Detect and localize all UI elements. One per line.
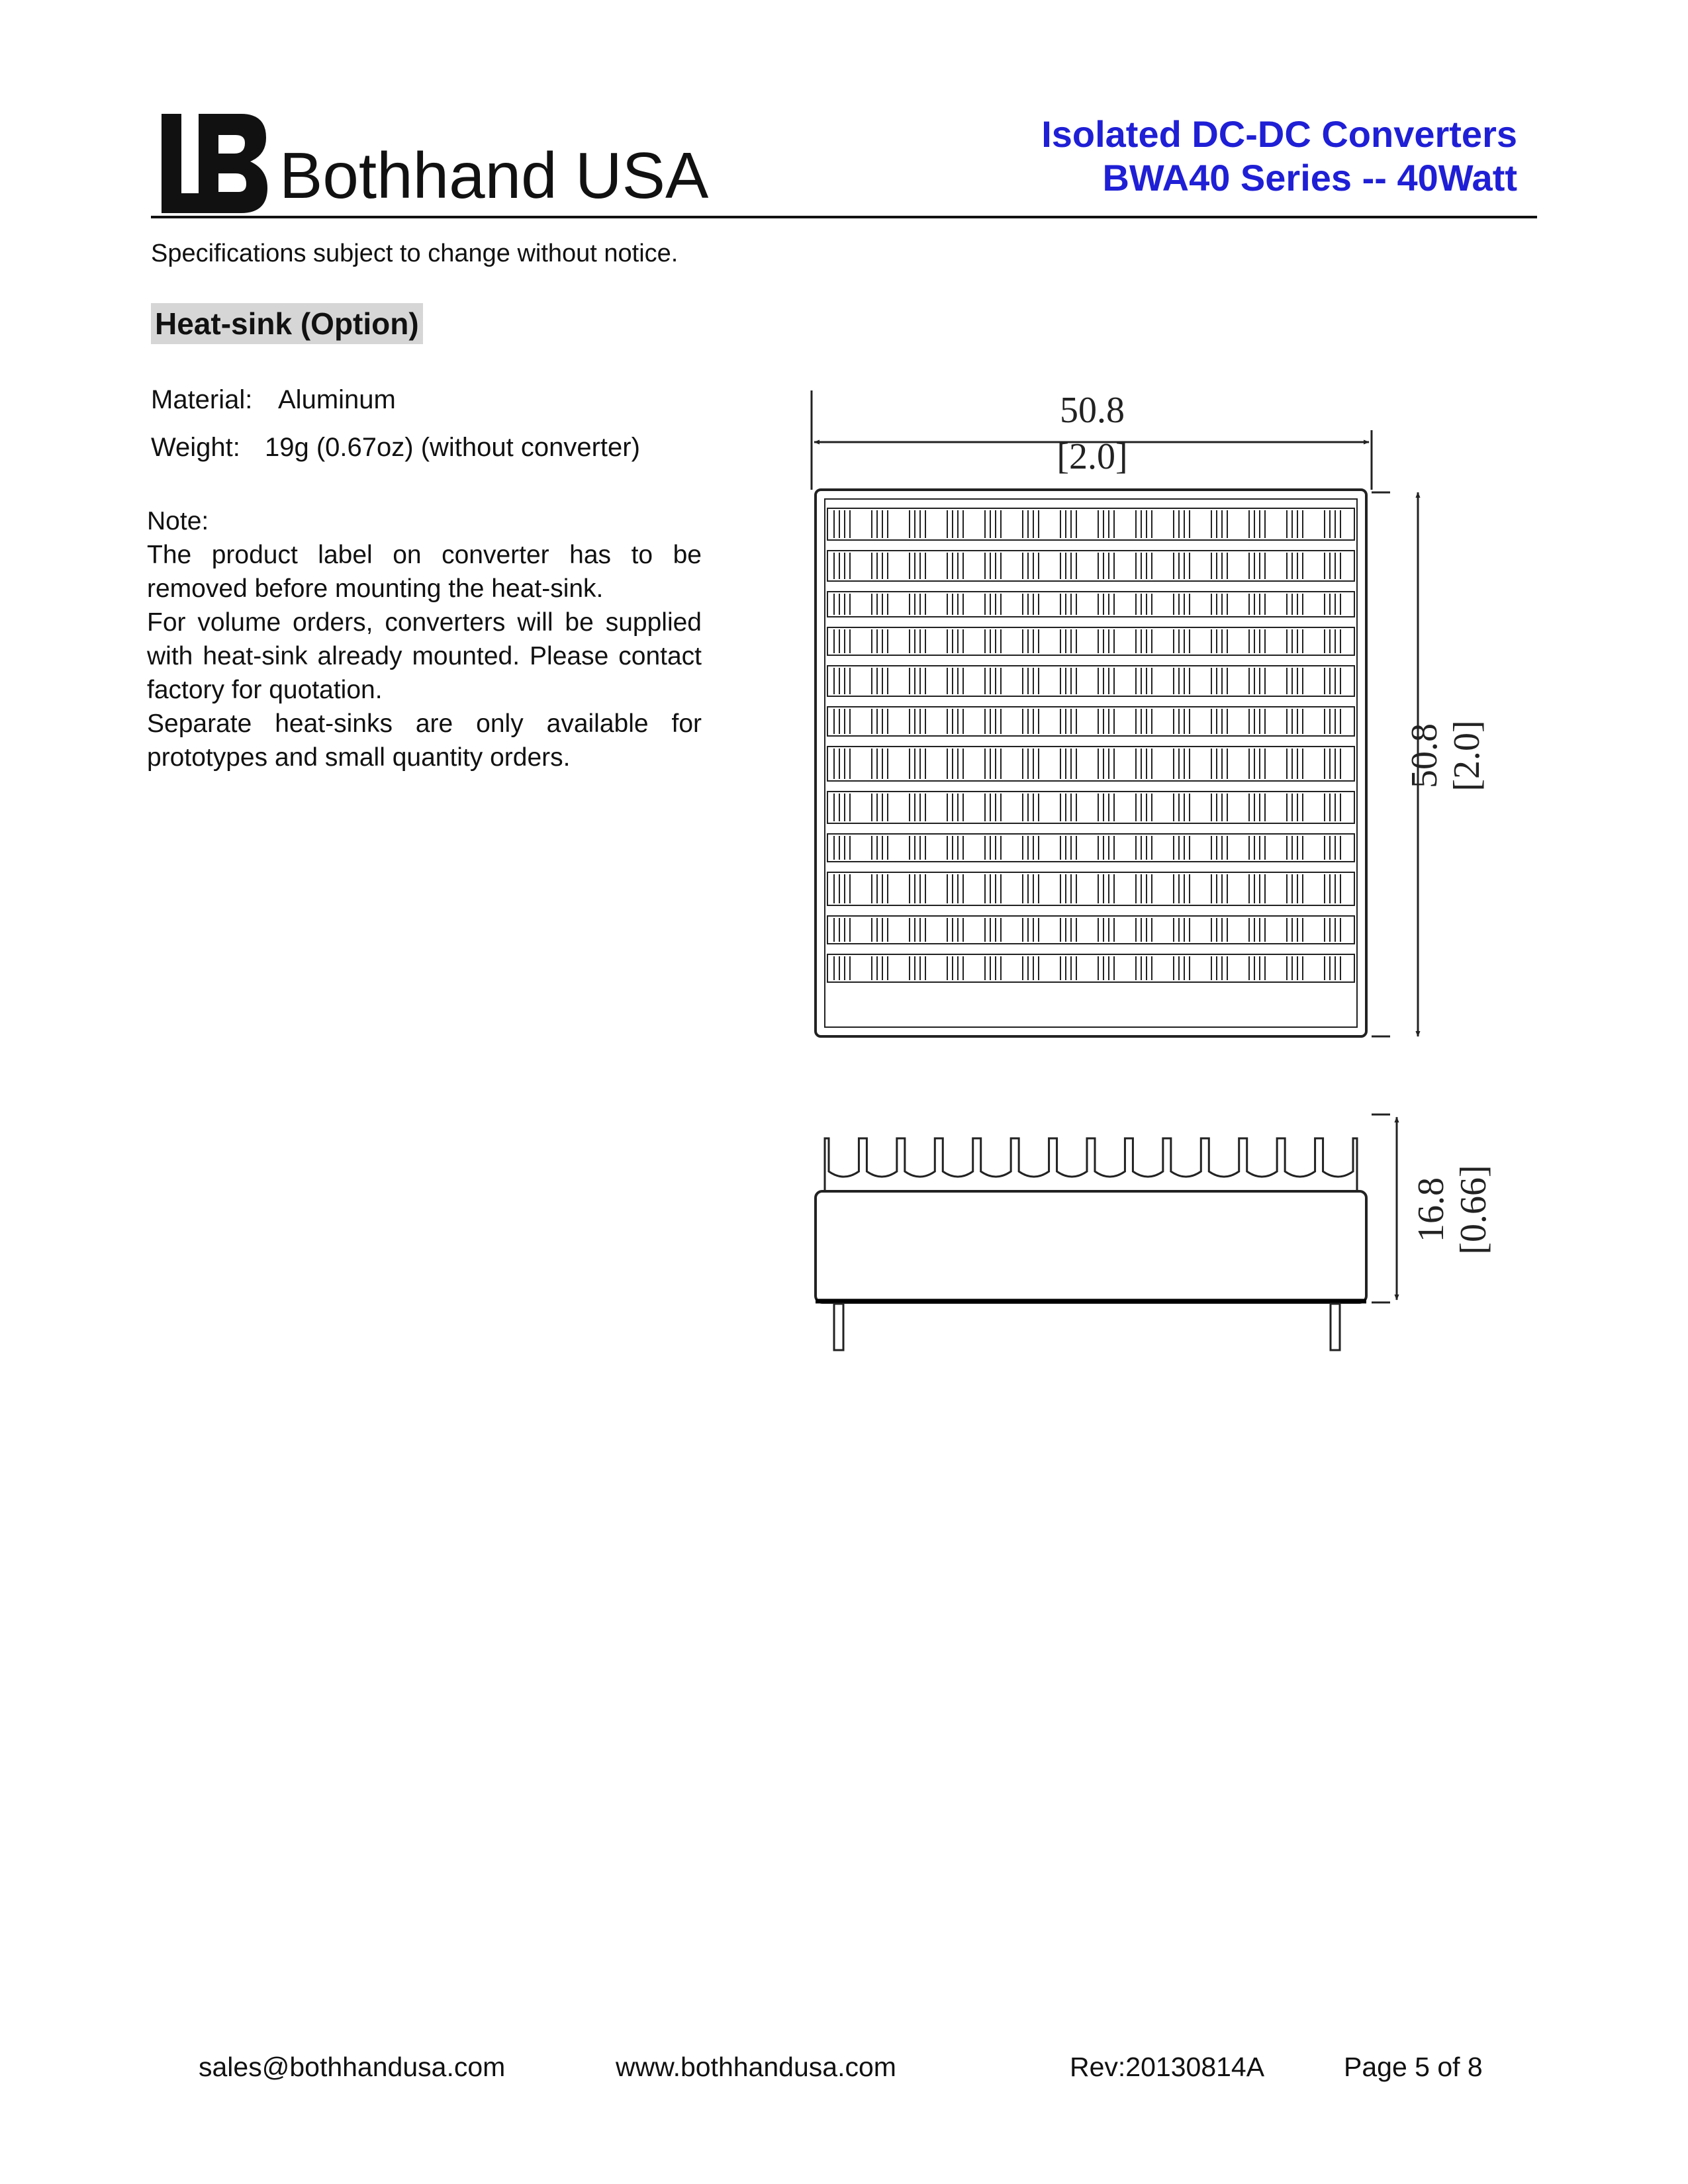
spec-weight — [151, 433, 640, 463]
heatsink-side-fins — [825, 1138, 1357, 1190]
note-paragraph: For volume orders, converters will be supplied with heat-sink already mounted. Please contact factory for quotation. — [147, 608, 702, 704]
note-paragraph: Separate heat-sinks are only available for prototypes and small quantity orders. — [147, 709, 702, 772]
spec-value: 19g (0.67oz) (without converter) — [265, 433, 640, 462]
footer-revision: Rev:20130814A — [1070, 2052, 1265, 2082]
fin-row — [827, 592, 1354, 617]
spec-value: Aluminum — [278, 385, 396, 414]
fin-row — [827, 872, 1354, 905]
depth-in-label: [0.66] — [1453, 1165, 1494, 1255]
spec-label: Weight: — [151, 433, 240, 462]
fin-row — [827, 916, 1354, 944]
width-in-label: [2.0] — [1056, 436, 1128, 477]
fin-row — [827, 747, 1354, 781]
spec-label: Material: — [151, 385, 253, 414]
section-heading: Heat-sink (Option) — [151, 303, 423, 344]
fin-row — [827, 551, 1354, 581]
fin-row — [827, 707, 1354, 736]
header-divider — [151, 216, 1537, 218]
fin-row — [827, 834, 1354, 862]
brand-name: Bothhand USA — [279, 139, 709, 212]
note-paragraph: The product label on converter has to be removed before mounting the heat-sink. — [147, 541, 702, 603]
note-block — [147, 504, 702, 774]
footer-website: www.bothhandusa.com — [616, 2052, 896, 2082]
fin-row — [827, 792, 1354, 823]
fin-grid — [827, 508, 1354, 982]
fin-row — [827, 954, 1354, 982]
converter-body — [816, 1191, 1366, 1302]
converter-pin — [1331, 1304, 1340, 1350]
disclaimer: Specifications subject to change without notice. — [151, 240, 679, 267]
fin-row — [827, 508, 1354, 540]
heatsink-drawing — [808, 390, 1523, 1370]
heatsink-top-view-inner — [825, 499, 1357, 1027]
bothhand-logo — [162, 114, 267, 213]
spec-material — [151, 385, 396, 415]
footer-page-number: Page 5 of 8 — [1344, 2052, 1483, 2082]
height-in-label: [2.0] — [1446, 720, 1487, 792]
note-title: Note: — [147, 507, 209, 535]
width-mm-label: 50.8 — [1060, 390, 1125, 431]
fin-row — [827, 627, 1354, 655]
height-mm-label: 50.8 — [1404, 723, 1445, 788]
fin-row — [827, 666, 1354, 696]
converter-pin — [834, 1304, 843, 1350]
footer-email: sales@bothhandusa.com — [199, 2052, 506, 2082]
depth-mm-label: 16.8 — [1411, 1177, 1452, 1242]
document-subtitle: BWA40 Series -- 40Watt — [1102, 157, 1517, 199]
document-title: Isolated DC-DC Converters — [1041, 113, 1517, 155]
